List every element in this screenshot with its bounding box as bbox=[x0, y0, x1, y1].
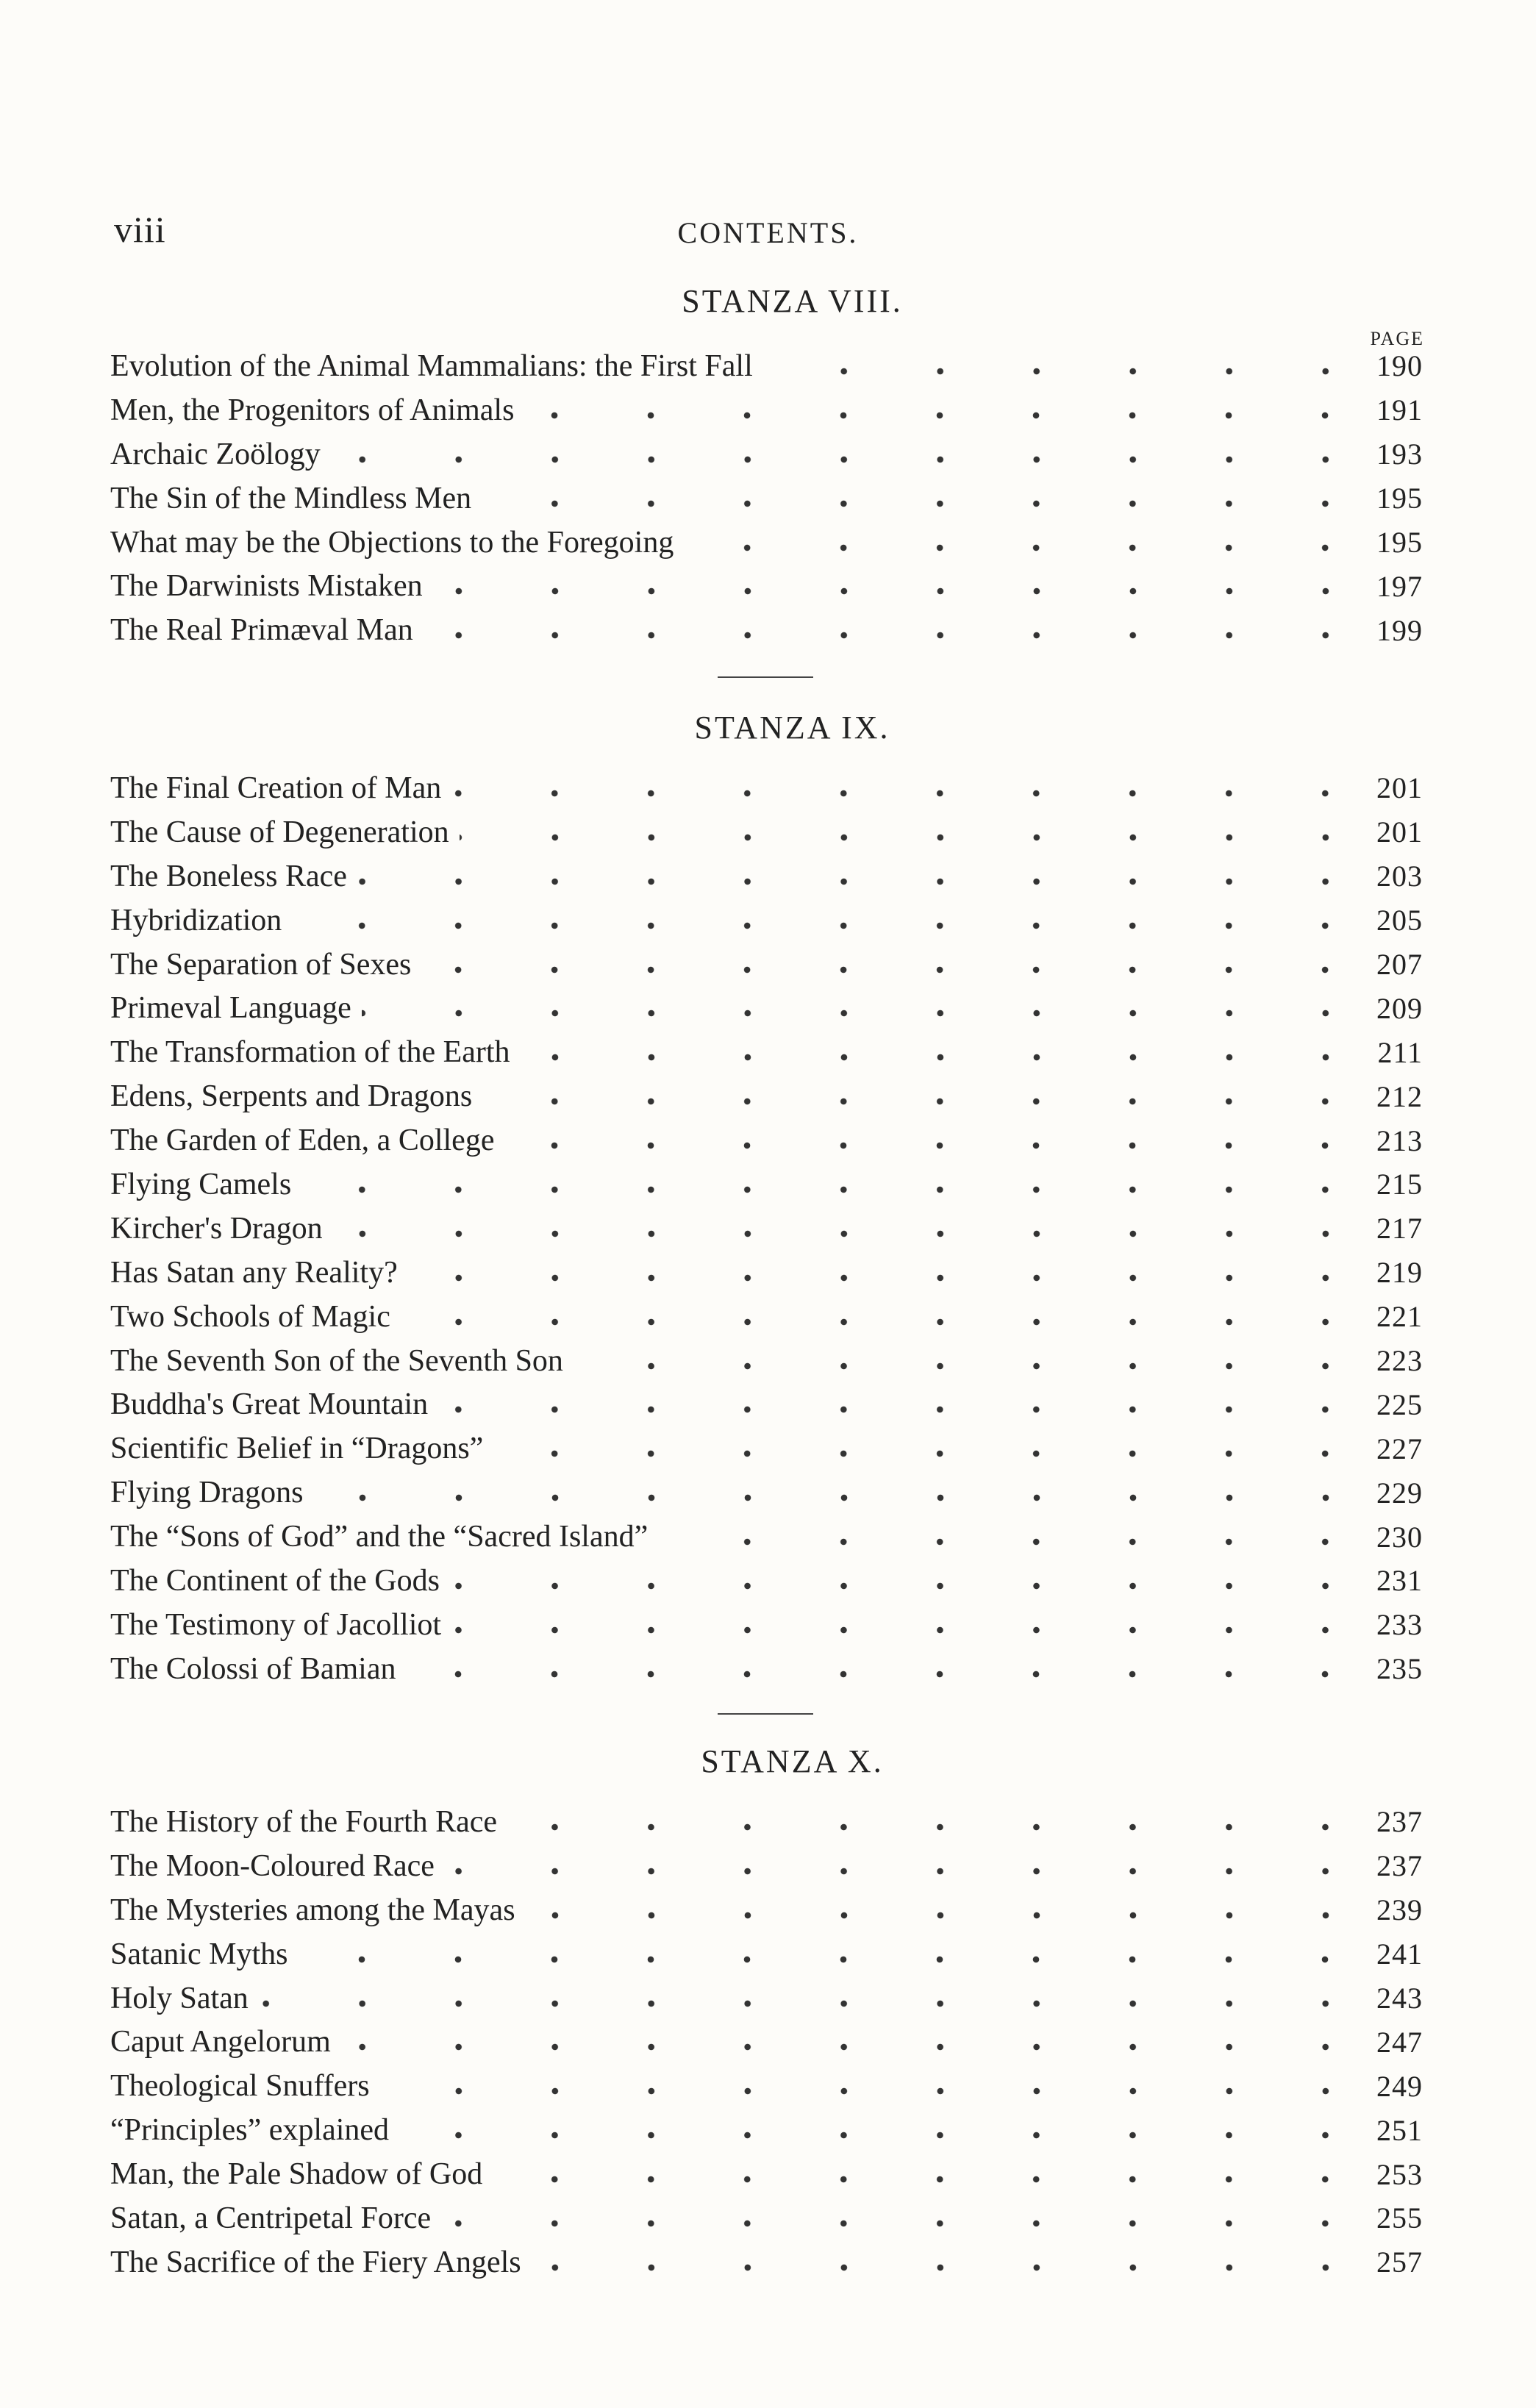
toc-entry bbox=[110, 986, 1423, 1030]
toc-entry bbox=[110, 564, 1423, 608]
dot-leader bbox=[362, 998, 1342, 1029]
entry-page-number: 193 bbox=[1376, 437, 1423, 471]
entry-page-number: 247 bbox=[1376, 2025, 1423, 2059]
toc-entry bbox=[110, 1030, 1423, 1074]
dot-leader bbox=[574, 1351, 1342, 1382]
entry-title: Holy Satan bbox=[110, 1981, 259, 2016]
toc-entry bbox=[110, 2064, 1423, 2108]
entry-title: Evolution of the Animal Mammalians: the First Fall bbox=[110, 349, 763, 384]
entry-title: The Transformation of the Earth bbox=[110, 1035, 521, 1070]
entry-page-number: 255 bbox=[1376, 2201, 1423, 2235]
dot-leader bbox=[421, 954, 1342, 985]
stanza-ix-section bbox=[110, 706, 1423, 1691]
toc-entry bbox=[110, 344, 1423, 388]
entry-title: Buddha's Great Mountain bbox=[110, 1387, 438, 1422]
entry-title: The Final Creation of Man bbox=[110, 771, 451, 806]
dot-leader bbox=[493, 2164, 1342, 2195]
entry-page-number: 233 bbox=[1376, 1608, 1423, 1642]
dot-leader bbox=[292, 910, 1342, 941]
entry-title: Two Schools of Magic bbox=[110, 1299, 401, 1335]
stanza-heading: STANZA X. bbox=[701, 1743, 884, 1779]
entry-title: “Principles” explained bbox=[110, 2112, 399, 2148]
toc-entry bbox=[110, 854, 1423, 898]
entry-title: Primeval Language bbox=[110, 990, 362, 1026]
entry-page-number: 249 bbox=[1376, 2069, 1423, 2103]
toc-entry bbox=[110, 1382, 1423, 1426]
dot-leader bbox=[524, 400, 1342, 431]
toc-entry bbox=[110, 1559, 1423, 1603]
dot-leader bbox=[521, 1042, 1342, 1073]
dot-leader bbox=[433, 576, 1342, 607]
toc-entry bbox=[110, 1932, 1423, 1976]
entry-title: Flying Dragons bbox=[110, 1475, 314, 1510]
toc-entry bbox=[110, 1515, 1423, 1559]
toc-entry bbox=[110, 810, 1423, 854]
entry-title: The Colossi of Bamian bbox=[110, 1651, 406, 1687]
entry-page-number: 219 bbox=[1376, 1256, 1423, 1290]
entry-page-number: 253 bbox=[1376, 2157, 1423, 2191]
dot-leader bbox=[301, 1174, 1342, 1205]
dot-leader bbox=[441, 2208, 1342, 2239]
entry-page-number: 231 bbox=[1376, 1564, 1423, 1598]
toc-entry bbox=[110, 1844, 1423, 1888]
entry-page-number: 251 bbox=[1376, 2113, 1423, 2147]
entry-title: The Real Primæval Man bbox=[110, 612, 424, 648]
toc-entry bbox=[110, 1162, 1423, 1207]
entry-title: Flying Camels bbox=[110, 1167, 301, 1202]
dot-leader bbox=[526, 1900, 1342, 1931]
toc-entry bbox=[110, 2020, 1423, 2064]
entry-page-number: 230 bbox=[1376, 1520, 1423, 1554]
toc-entry bbox=[110, 2108, 1423, 2152]
entry-page-number: 190 bbox=[1376, 349, 1423, 383]
section-divider bbox=[718, 1713, 813, 1715]
entry-page-number: 203 bbox=[1376, 860, 1423, 893]
entry-title: Archaic Zoölogy bbox=[110, 437, 331, 472]
entry-page-number: 197 bbox=[1376, 569, 1423, 603]
toc-entry bbox=[110, 1647, 1423, 1691]
entry-page-number: 235 bbox=[1376, 1652, 1423, 1686]
dot-leader bbox=[507, 1812, 1342, 1843]
entry-page-number: 212 bbox=[1376, 1079, 1423, 1113]
entry-title: Theological Snuffers bbox=[110, 2068, 380, 2104]
entry-title: The Sacrifice of the Fiery Angels bbox=[110, 2245, 532, 2280]
entry-title: Has Satan any Reality? bbox=[110, 1255, 408, 1290]
entry-title: The Darwinists Mistaken bbox=[110, 568, 433, 604]
toc-list bbox=[110, 766, 1423, 1691]
entry-title: The Cause of Degeneration bbox=[110, 815, 460, 850]
toc-entry bbox=[110, 1471, 1423, 1515]
entry-page-number: 215 bbox=[1376, 1168, 1423, 1201]
dot-leader bbox=[401, 1307, 1342, 1337]
dot-leader bbox=[450, 1571, 1342, 1601]
dot-leader bbox=[684, 532, 1342, 563]
stanza-viii-section bbox=[110, 279, 1423, 652]
dot-leader bbox=[438, 1394, 1342, 1425]
toc-entry bbox=[110, 1603, 1423, 1647]
dot-leader bbox=[408, 1262, 1342, 1293]
toc-entry bbox=[110, 1800, 1423, 1844]
entry-title: The Moon-Coloured Race bbox=[110, 1848, 445, 1884]
entry-title: Hybridization bbox=[110, 903, 292, 938]
entry-title: The Mysteries among the Mayas bbox=[110, 1893, 526, 1928]
entry-title: Kircher's Dragon bbox=[110, 1211, 333, 1246]
entry-page-number: 237 bbox=[1376, 1805, 1423, 1839]
dot-leader bbox=[331, 444, 1342, 475]
dot-leader bbox=[504, 1130, 1342, 1161]
dot-leader bbox=[451, 778, 1342, 809]
entry-page-number: 213 bbox=[1376, 1123, 1423, 1157]
dot-leader bbox=[451, 1615, 1342, 1646]
entry-page-number: 201 bbox=[1376, 771, 1423, 805]
entry-page-number: 211 bbox=[1377, 1035, 1423, 1069]
entry-title: The Seventh Son of the Seventh Son bbox=[110, 1343, 574, 1379]
stanza-x-section bbox=[110, 1740, 1423, 2284]
entry-title: Man, the Pale Shadow of God bbox=[110, 2157, 493, 2192]
toc-entry bbox=[110, 608, 1423, 652]
toc-entry bbox=[110, 898, 1423, 943]
toc-entry bbox=[110, 1295, 1423, 1339]
entry-title: Satanic Myths bbox=[110, 1937, 298, 1972]
dot-leader bbox=[424, 620, 1342, 651]
toc-entry bbox=[110, 2196, 1423, 2240]
dot-leader bbox=[532, 2252, 1342, 2283]
dot-leader bbox=[298, 1944, 1342, 1975]
entry-title: What may be the Objections to the Foregoing bbox=[110, 525, 684, 560]
toc-entry bbox=[110, 1426, 1423, 1471]
entry-page-number: 201 bbox=[1376, 815, 1423, 849]
dot-leader bbox=[399, 2120, 1342, 2151]
section-divider bbox=[718, 676, 813, 678]
dot-leader bbox=[406, 1659, 1342, 1690]
dot-leader bbox=[314, 1482, 1343, 1513]
entry-page-number: 221 bbox=[1376, 1300, 1423, 1334]
toc-entry bbox=[110, 1339, 1423, 1383]
page-header bbox=[0, 208, 1536, 252]
toc-list bbox=[110, 1800, 1423, 2284]
dot-leader bbox=[658, 1526, 1342, 1557]
entry-page-number: 227 bbox=[1376, 1432, 1423, 1465]
entry-title: Scientific Belief in “Dragons” bbox=[110, 1431, 493, 1466]
entry-page-number: 223 bbox=[1376, 1344, 1423, 1378]
entry-page-number: 195 bbox=[1376, 482, 1423, 515]
stanza-heading: STANZA VIII. bbox=[682, 283, 903, 319]
entry-title: The Boneless Race bbox=[110, 859, 357, 894]
entry-title: Caput Angelorum bbox=[110, 2024, 341, 2059]
dot-leader bbox=[341, 2032, 1342, 2062]
toc-entry bbox=[110, 2240, 1423, 2284]
entry-title: The History of the Fourth Race bbox=[110, 1804, 507, 1840]
entry-page-number: 199 bbox=[1376, 613, 1423, 647]
entry-title: The “Sons of God” and the “Sacred Island” bbox=[110, 1519, 658, 1554]
toc-entry bbox=[110, 1118, 1423, 1162]
toc-entry bbox=[110, 388, 1423, 432]
entry-title: The Separation of Sexes bbox=[110, 947, 421, 982]
toc-entry bbox=[110, 1207, 1423, 1251]
entry-page-number: 217 bbox=[1376, 1212, 1423, 1246]
entry-title: Edens, Serpents and Dragons bbox=[110, 1079, 482, 1114]
toc-entry bbox=[110, 432, 1423, 476]
entry-title: Satan, a Centripetal Force bbox=[110, 2201, 441, 2236]
entry-title: The Testimony of Jacolliot bbox=[110, 1607, 451, 1643]
dot-leader bbox=[482, 1086, 1342, 1117]
entry-page-number: 241 bbox=[1376, 1937, 1423, 1971]
entry-page-number: 229 bbox=[1376, 1476, 1423, 1510]
toc-entry bbox=[110, 1976, 1423, 2021]
entry-title: Men, the Progenitors of Animals bbox=[110, 393, 524, 428]
entry-page-number: 237 bbox=[1376, 1849, 1423, 1883]
entry-page-number: 225 bbox=[1376, 1387, 1423, 1421]
toc-entry bbox=[110, 2152, 1423, 2196]
entry-page-number: 243 bbox=[1376, 1982, 1423, 2015]
toc-list bbox=[110, 344, 1423, 652]
toc-entry bbox=[110, 476, 1423, 521]
entry-title: The Garden of Eden, a College bbox=[110, 1123, 504, 1158]
toc-entry bbox=[110, 943, 1423, 987]
dot-leader bbox=[482, 488, 1342, 519]
entry-page-number: 257 bbox=[1376, 2246, 1423, 2279]
dot-leader bbox=[445, 1856, 1342, 1887]
page-number: viii bbox=[114, 209, 166, 250]
toc-entry bbox=[110, 766, 1423, 810]
entry-title: The Continent of the Gods bbox=[110, 1563, 450, 1598]
stanza-heading: STANZA IX. bbox=[694, 710, 890, 746]
dot-leader bbox=[380, 2076, 1342, 2107]
entry-page-number: 191 bbox=[1376, 393, 1423, 427]
entry-page-number: 209 bbox=[1376, 991, 1423, 1025]
toc-entry bbox=[110, 521, 1423, 565]
dot-leader bbox=[460, 822, 1342, 853]
dot-leader bbox=[333, 1218, 1342, 1249]
toc-entry bbox=[110, 1888, 1423, 1932]
dot-leader bbox=[493, 1438, 1342, 1469]
entry-page-number: 239 bbox=[1376, 1893, 1423, 1927]
entry-page-number: 195 bbox=[1376, 526, 1423, 559]
toc-entry bbox=[110, 1251, 1423, 1295]
dot-leader bbox=[259, 1988, 1342, 2019]
dot-leader bbox=[763, 356, 1342, 387]
toc-entry bbox=[110, 1074, 1423, 1118]
dot-leader bbox=[357, 866, 1342, 897]
entry-title: The Sin of the Mindless Men bbox=[110, 481, 482, 516]
page-column-label: PAGE bbox=[1370, 328, 1424, 349]
running-title: CONTENTS. bbox=[677, 216, 859, 249]
entry-page-number: 207 bbox=[1376, 948, 1423, 981]
entry-page-number: 205 bbox=[1376, 904, 1423, 937]
